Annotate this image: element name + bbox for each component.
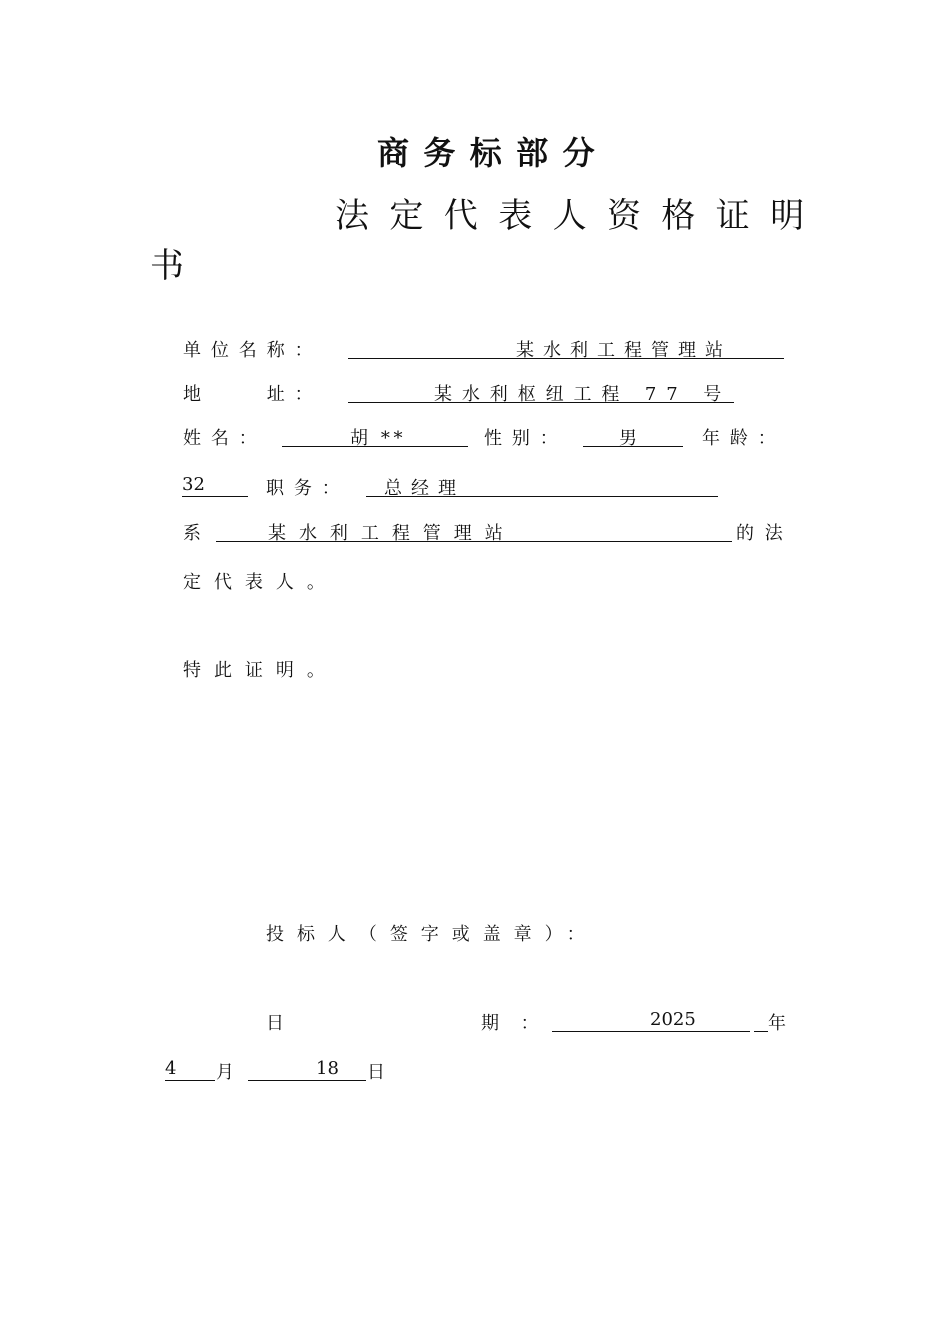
month-unit: 月: [216, 1062, 234, 1083]
day-value: 18: [316, 1058, 339, 1079]
date-label-period: 期：: [481, 1013, 561, 1034]
position-value: 总经理: [384, 478, 465, 499]
unit-name-value: 某水利工程管理站: [516, 340, 732, 361]
section-title: 商务标部分: [376, 134, 609, 172]
document-title-continued: 书: [150, 246, 184, 286]
month-value: 4: [165, 1058, 177, 1079]
address-label: 地 址：: [183, 384, 323, 405]
year-field: [552, 1009, 750, 1032]
age-field: [182, 474, 248, 497]
name-value: 胡 **: [350, 428, 407, 449]
address-value: 某水利枢纽工程 77 号: [434, 384, 732, 405]
position-field: [366, 474, 718, 497]
unit-name-label: 单位名称：: [183, 340, 323, 361]
affiliation-suffix: 的法: [736, 523, 794, 544]
gender-field: [583, 424, 683, 447]
year-value: 2025: [650, 1009, 696, 1030]
position-label: 职务：: [266, 478, 350, 499]
affiliation-prefix: 系: [183, 523, 201, 544]
date-label-day: 日: [266, 1013, 284, 1034]
address-field: [348, 380, 734, 403]
month-field: [165, 1058, 215, 1081]
day-unit: 日: [367, 1062, 385, 1083]
name-label: 姓名：: [183, 428, 267, 449]
unit-name-field: [348, 336, 784, 359]
signature-label: 投标人（签字或盖章）：: [266, 924, 598, 945]
certify-text: 特此证明。: [183, 660, 338, 681]
age-label: 年龄：: [702, 428, 786, 449]
affiliation-field: [216, 519, 732, 542]
name-field: [282, 424, 468, 447]
gender-label: 性别：: [484, 428, 568, 449]
year-gap-line: [754, 1009, 768, 1032]
affiliation-value: 某水利工程管理站: [268, 523, 516, 544]
age-value: 32: [182, 474, 205, 495]
affiliation-line2: 定代表人。: [183, 572, 338, 593]
day-field: [248, 1058, 366, 1081]
year-unit: 年: [768, 1013, 786, 1034]
gender-value: 男: [619, 428, 646, 449]
document-title: 法定代表人资格证明: [335, 196, 825, 236]
